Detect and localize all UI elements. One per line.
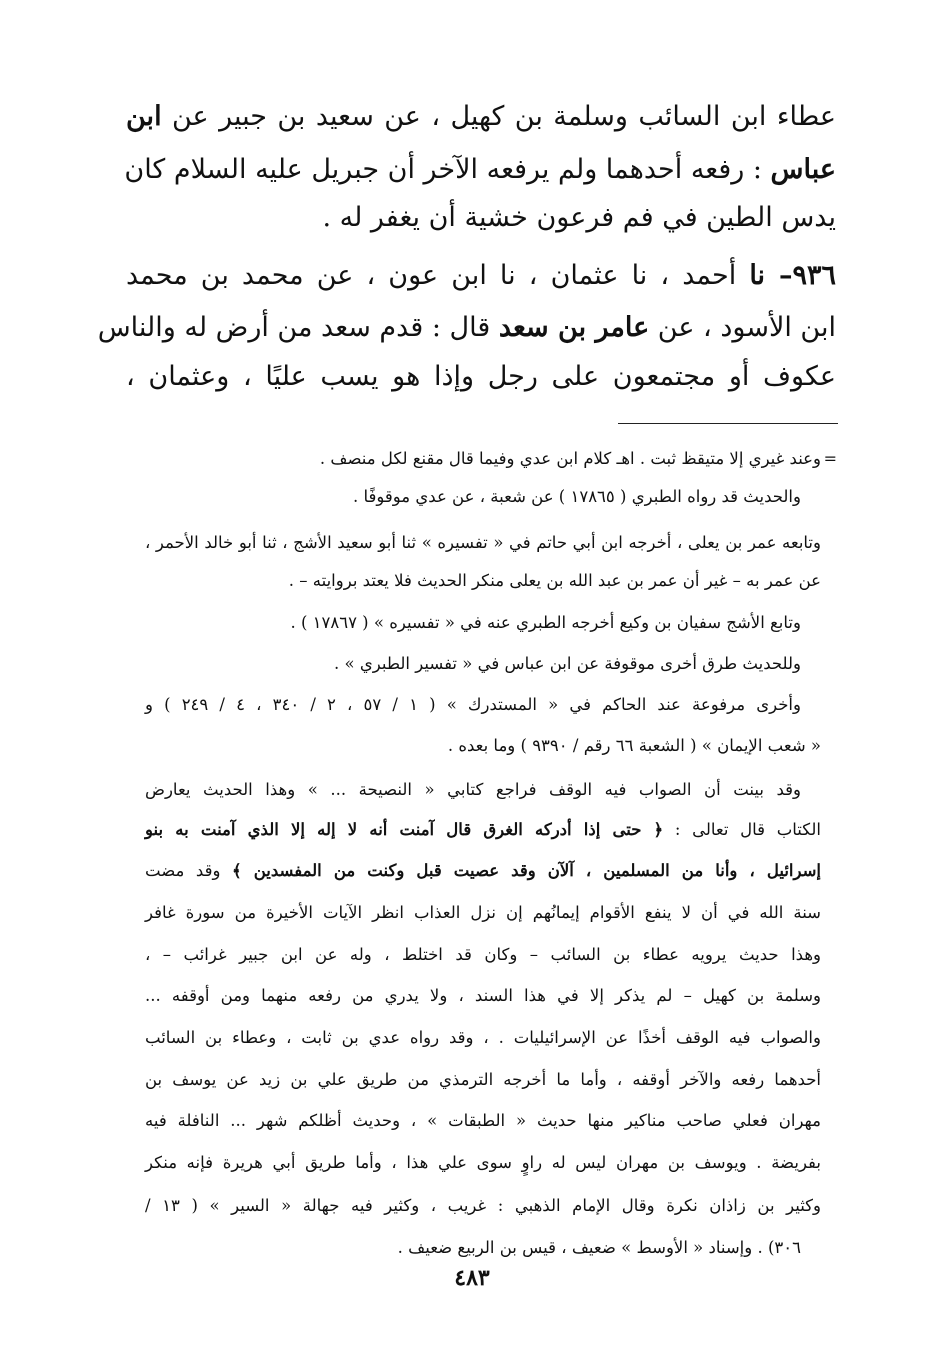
- main-line: عباس : رفعه أحدهما ولم يرفعه الآخر أن جبريل عليه السلام كان: [124, 154, 836, 185]
- footnote-line: وهذا حديث يرويه عطاء بن السائب – وكان قد اختلط ، وله عن ابن جبير غرائب – ،: [145, 945, 821, 964]
- page-number: ٤٨٣: [454, 1265, 490, 1291]
- footnote-line: بفريضة . ويوسف بن مهران ليس له راوٍ سوى علي هذا ، وأما طريق أبي هريرة فإنه منكر: [145, 1153, 821, 1172]
- footnote-line: وتابعه عمر بن يعلى ، أخرجه ابن أبي حاتم في « تفسيره » ثنا أبو سعيد الأشج ، ثنا أبو خالد الأحمر ،: [145, 533, 821, 552]
- footnote-line: وسلمة بن كهيل – لم يذكر إلا في هذا السند ، ولا يدري من رفعه منهما ومن أوقفه ...: [145, 986, 821, 1005]
- main-line: عكوف أو مجتمعون على رجل وإذا هو يسب عليًا ، وعثمان ،: [126, 361, 836, 392]
- footnote-line: ٣٠٦) . وإسناد « الأوسط » ضعيف ، قيس بن الربيع ضعيف .: [397, 1238, 801, 1257]
- footnote-line: « شعب الإيمان » ( الشعبة ٦٦ رقم / ٩٣٩٠ ) وما بعده .: [447, 736, 821, 755]
- continuation-marker: =: [823, 449, 837, 468]
- footnote-line: والصواب فيه الوقف أخذًا عن الإسرائيليات . ، وقد رواه عدي بن ثابت ، وعطاء بن السائب: [145, 1028, 821, 1047]
- footnote-line: وعند غيري إلا متيقظ ثبت . اهـ كلام ابن عدي وفيما قال مقنع لكل منصف .: [319, 449, 821, 468]
- footnote-line: وكثير بن زاذان نكرة وقال الإمام الذهبي : غريب ، وكثير فيه جهالة « السير » ( ١٣ /: [145, 1196, 821, 1215]
- main-line: عطاء ابن السائب وسلمة بن كهيل ، عن سعيد بن جبير عن ابن: [126, 101, 836, 132]
- footnote-line: وللحديث طرق أخرى موقوفة عن ابن عباس في « تفسير الطبري » .: [334, 654, 801, 673]
- footnote-line: وتابع الأشج سفيان بن وكيع أخرجه الطبري عنه في « تفسيره » ( ١٧٨٦٧ ) .: [290, 613, 801, 632]
- footnote-line: وأخرى مرفوعة عند الحاكم في « المستدرك » ( ١ / ٥٧ ، ٢ / ٣٤٠ ، ٤ / ٢٤٩ ) و: [145, 695, 801, 714]
- footnote-line: عن عمر به – غير أن عمر بن عبد الله بن يعلى منكر الحديث فلا يعتد بروايته – .: [288, 571, 821, 590]
- footnote-line: مهران فعلي صاحب مناكير منها حديث « الطبقات » ، وحديث أظلكم شهر ... النافلة فيه: [145, 1111, 821, 1130]
- footnote-line: أحدهما رفعه والآخر أوقفه ، وأما ما أخرجه الترمذي من طريق علي بن زيد عن يوسف بن: [145, 1070, 821, 1089]
- hadith-number-line: ٩٣٦– نا أحمد ، نا عثمان ، نا ابن عون ، عن محمد بن محمد: [126, 260, 836, 291]
- footnote-line: وقد بينت أن الصواب فيه الوقف فراجع كتابي « النصيحة ... » وهذا الحديث يعارض: [145, 780, 801, 799]
- footnote-line: إسرائيل ، وأنا من المسلمين ، آلآن وقد عصيت قبل وكنت من المفسدين ﴾ وقد مضت: [145, 861, 822, 880]
- main-line: ابن الأسود ، عن عامر بن سعد قال : قدم سعد من أرض له والناس: [97, 312, 836, 343]
- main-line: يدس الطين في فم فرعون خشية أن يغفر له .: [322, 202, 836, 233]
- footnote-line: الكتاب قال تعالى : ﴿ حتى إذا أدركه الغرق قال آمنت أنه لا إله إلا الذي آمنت به بنو: [145, 820, 821, 839]
- footnote-line: والحديث قد رواه الطبري ( ١٧٨٦٥ ) عن شعبة ، عن عدي موقوفًا .: [352, 487, 801, 506]
- footnote-line: سنة الله في أن لا ينفع الأقوام إيمانُهم إن نزل العذاب انظر الآيات الأخيرة من سورة غافر: [145, 903, 821, 922]
- footnote-separator: [618, 423, 838, 424]
